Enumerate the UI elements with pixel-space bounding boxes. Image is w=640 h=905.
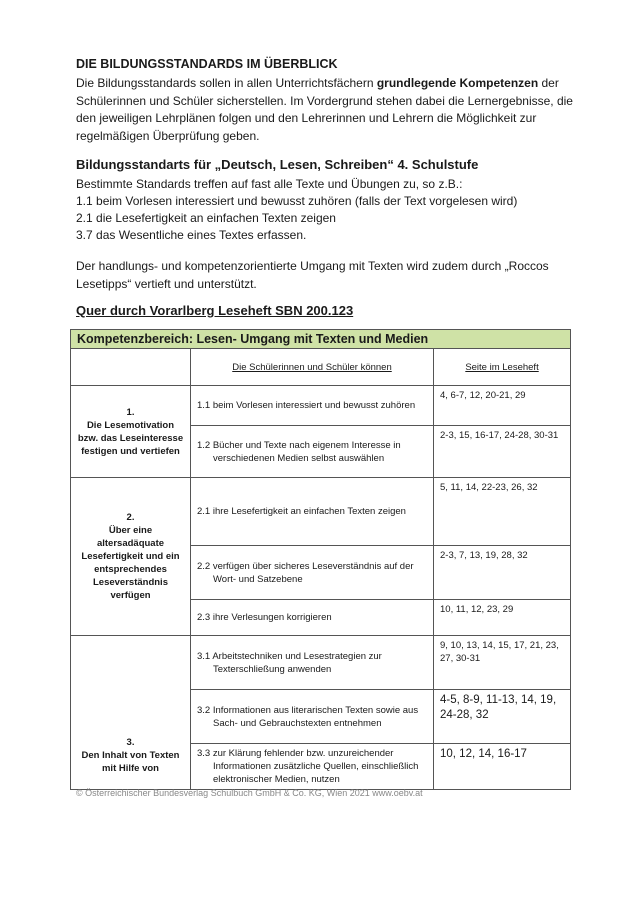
intro-bold-text: grundlegende Kompetenzen <box>376 76 539 90</box>
standards-intro: Bestimmte Standards treffen auf fast alle Texte und Übungen zu, so z.B.: <box>76 177 463 191</box>
area-number: 2. <box>126 512 135 523</box>
competence-table <box>70 329 571 790</box>
area-title: Den Inhalt von Texten mit Hilfe von <box>81 750 180 774</box>
standards-list <box>76 176 576 244</box>
area-title: Über eine altersadäquate Lesefertigkeit und ein entsprechendes Leseverständnis verfügen <box>81 525 180 601</box>
area-title: Die Lesemotivation bzw. das Leseinteresse festigen und vertiefen <box>77 419 184 457</box>
competence-table-wrapper <box>70 329 570 790</box>
area-number: 1. <box>126 406 135 418</box>
pages-cell: 5, 11, 14, 22-23, 26, 32 <box>434 478 571 546</box>
area-cell <box>71 386 191 478</box>
column-header-pages: Seite im Leseheft <box>434 349 571 386</box>
competence-cell: 3.3 zur Klärung fehlender bzw. unzureichender Informationen zusätzliche Quellen, einschließlich elektronischer Medien, nutzen <box>191 744 434 790</box>
pages-cell: 10, 12, 14, 16-17 <box>434 744 571 790</box>
intro-paragraph <box>76 75 576 145</box>
pages-cell: 9, 10, 13, 14, 15, 17, 21, 23, 27, 30-31 <box>434 636 571 690</box>
competence-cell: 3.1 Arbeitstechniken und Lesestrategien zur Texterschließung anwenden <box>191 636 434 690</box>
competence-cell: 3.2 Informationen aus literarischen Texten sowie aus Sach- und Gebrauchstexten entnehmen <box>191 690 434 744</box>
section-title: Quer durch Vorarlberg Leseheft SBN 200.123 <box>76 303 354 318</box>
competence-cell: 2.1 ihre Lesefertigkeit an einfachen Texten zeigen <box>191 478 434 546</box>
pages-cell: 2-3, 7, 13, 19, 28, 32 <box>434 546 571 600</box>
column-header-competence: Die Schülerinnen und Schüler können <box>191 349 434 386</box>
intro-text-2: der Schülerinnen und Schüler sicherstellen. Im Vordergrund stehen dabei die Lernergebnisse, die den jeweiligen Lehrplänen folgen und den Lehrerinnen und Lehrern die Möglichkeit zur regelmäßigen Überprüfung geben. <box>76 76 573 143</box>
pages-cell: 4, 6-7, 12, 20-21, 29 <box>434 386 571 426</box>
area-number: 3. <box>126 737 135 748</box>
lesetipps-paragraph: Der handlungs- und kompetenzorientierte Umgang mit Texten wird zudem durch „Roccos Lesetipps“ vertieft und unterstützt. <box>76 259 549 291</box>
competence-cell: 1.1 beim Vorlesen interessiert und bewusst zuhören <box>191 386 434 426</box>
copyright-footer: © Österreichischer Bundesverlag Schulbuch GmbH & Co. KG, Wien 2021 www.oebv.at <box>76 788 423 798</box>
competence-cell: 2.3 ihre Verlesungen korrigieren <box>191 600 434 636</box>
empty-header-cell <box>71 349 191 386</box>
subheading: Bildungsstandarts für „Deutsch, Lesen, Schreiben“ 4. Schulstufe <box>76 157 479 172</box>
standard-item: 1.1 beim Vorlesen interessiert und bewusst zuhören (falls der Text vorgelesen wird) <box>76 194 518 208</box>
pages-cell: 10, 11, 12, 23, 29 <box>434 600 571 636</box>
page-title: DIE BILDUNGSSTANDARDS IM ÜBERBLICK <box>76 57 338 71</box>
competence-cell: 1.2 Bücher und Texte nach eigenem Interesse in verschiedenen Medien selbst auswählen <box>191 426 434 478</box>
table-caption: Kompetenzbereich: Lesen- Umgang mit Texten und Medien <box>71 330 571 349</box>
standard-item: 3.7 das Wesentliche eines Textes erfassen. <box>76 228 307 242</box>
area-cell <box>71 478 191 636</box>
pages-cell: 2-3, 15, 16-17, 24-28, 30-31 <box>434 426 571 478</box>
area-cell <box>71 636 191 790</box>
pages-cell: 4-5, 8-9, 11-13, 14, 19, 24-28, 32 <box>434 690 571 744</box>
competence-cell: 2.2 verfügen über sicheres Leseverständnis auf der Wort- und Satzebene <box>191 546 434 600</box>
intro-text-1: Die Bildungsstandards sollen in allen Unterrichtsfächern <box>76 76 377 90</box>
standard-item: 2.1 die Lesefertigkeit an einfachen Texten zeigen <box>76 211 336 225</box>
